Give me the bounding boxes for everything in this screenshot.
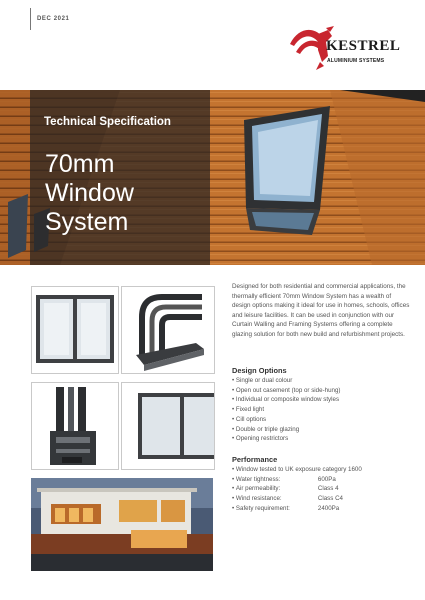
logo-subtitle: ALUMINIUM SYSTEMS	[327, 58, 385, 64]
list-item: • Opening restrictors	[232, 434, 340, 444]
performance-label: Window tested to UK exposure category 1600	[235, 466, 362, 473]
performance-label: Wind resistance:	[235, 495, 282, 503]
performance-row	[232, 465, 362, 475]
performance-row	[232, 484, 362, 494]
list-item: • Single or dual colour	[232, 376, 340, 386]
hero-title: 70mm Window System	[45, 150, 134, 236]
list-item: • Fixed light	[232, 405, 340, 415]
performance-heading: Performance	[232, 455, 278, 464]
performance-label: Safety requirement:	[235, 504, 290, 512]
photo-window-front	[31, 286, 119, 374]
design-options-list	[232, 376, 340, 444]
performance-row	[232, 504, 362, 514]
performance-value: Class C4	[317, 495, 343, 503]
performance-list	[232, 465, 362, 514]
performance-row	[232, 475, 362, 485]
list-item: • Double or triple glazing	[232, 425, 340, 435]
list-item: • Individual or composite window styles	[232, 395, 340, 405]
hero-subtitle: Technical Specification	[44, 116, 171, 128]
photo-profile-section	[31, 382, 119, 470]
date-tag: DEC 2021	[30, 8, 69, 30]
performance-value: 600Pa	[317, 475, 336, 483]
performance-label: Air permeability:	[235, 485, 281, 493]
performance-value: Class 4	[317, 485, 339, 493]
list-item: • Cill options	[232, 415, 340, 425]
design-options-heading: Design Options	[232, 366, 287, 375]
logo-wordmark: KESTREL	[326, 38, 401, 54]
performance-label: Water tightness:	[235, 475, 281, 483]
list-item: • Open out casement (top or side-hung)	[232, 386, 340, 396]
performance-value: 2400Pa	[317, 504, 340, 512]
photo-window-fixed	[121, 382, 215, 470]
performance-row	[232, 494, 362, 504]
intro-paragraph: Designed for both residential and commercial applications, the thermally efficient 70mm Window System has a wealth of design options making it ideal for use in homes, schools, offices and leisure facilities. It can be used in conjunction with our Curtain Walling and Framing Systems offering a complete glazing solution for both new build and refurbishment projects.	[232, 283, 410, 338]
photo-house	[31, 478, 213, 571]
photo-section-corner	[121, 286, 215, 374]
